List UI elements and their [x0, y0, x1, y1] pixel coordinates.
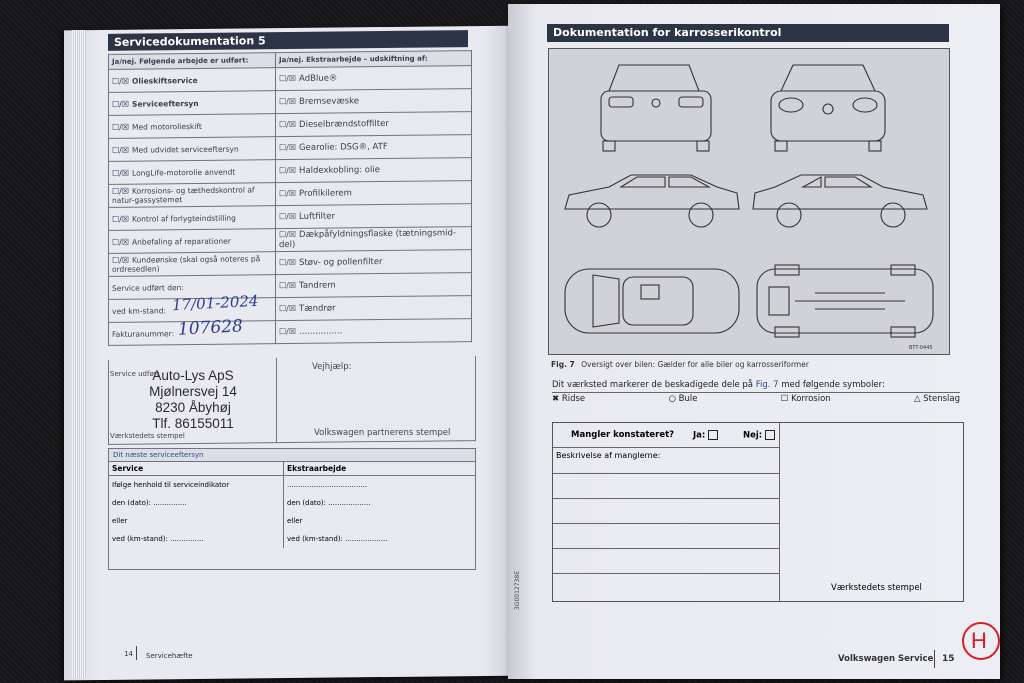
right-footer-brand: Volkswagen Service [838, 654, 934, 664]
logo-h-glyph: H [971, 628, 987, 653]
car-right-side-view [753, 175, 927, 227]
left-header-title: Servicedokumentation 5 [114, 34, 266, 49]
side-code: 3G0012738E [514, 571, 521, 610]
checkbox-icon[interactable]: ☐/☒ [112, 255, 130, 265]
extra-cell [276, 227, 472, 252]
extra-label: Luftfilter [299, 211, 335, 222]
next-extra-cell: ved (km-stand): ................... [287, 535, 388, 543]
checkbox-icon[interactable]: ☐/☒ [112, 186, 130, 196]
extra-label: Dieselbrændstoffilter [299, 118, 389, 130]
form-line [553, 523, 779, 524]
checkbox-icon[interactable]: ☐/☒ [279, 165, 297, 176]
next-service-header: Dit næste serviceeftersyn [109, 449, 475, 462]
form-header-row [553, 423, 780, 448]
right-footer-divider [934, 650, 935, 668]
nej-checkbox[interactable] [765, 430, 775, 440]
extra-label: Haldexkobling: olie [299, 165, 380, 176]
service-label: Fakturanummer: [112, 328, 175, 339]
checkbox-icon[interactable]: ☐/☒ [279, 303, 297, 314]
checkbox-icon[interactable]: ☐/☒ [279, 280, 297, 291]
car-rear-view [601, 65, 711, 151]
form-column-divider [779, 423, 780, 601]
service-cell [109, 252, 276, 277]
checkbox-icon[interactable]: ☐/☒ [279, 96, 297, 107]
left-footer-divider [136, 646, 137, 660]
service-label: Med motorolieskift [132, 121, 202, 132]
service-label: Service udført den: [112, 282, 184, 293]
extra-label: Tændrør [299, 303, 336, 314]
next-extra-cell: den (dato): ................... [287, 499, 371, 507]
checkbox-icon[interactable]: ☐/☒ [112, 145, 130, 155]
next-extra-cell: eller [287, 517, 303, 525]
figure-text: Oversigt over bilen: Gælder for alle biler og karrosseriformer [581, 360, 809, 369]
figure-code: BTT-0445 [909, 345, 933, 351]
service-cell [109, 114, 276, 139]
extra-label: AdBlue® [299, 73, 338, 84]
car-top-view [565, 269, 739, 333]
extra-cell [276, 319, 472, 344]
next-service-cell: Ifølge henhold til serviceindikator [109, 476, 284, 494]
instruction-divider [552, 392, 960, 393]
service-label: LongLife-motorolie anvendt [132, 167, 236, 178]
extra-cell [276, 250, 472, 275]
service-udfort-label: Service udført [110, 370, 160, 378]
checkbox-icon[interactable]: ☐/☒ [112, 214, 130, 224]
form-line [553, 473, 779, 474]
checkbox-icon[interactable]: ☐/☒ [279, 211, 297, 222]
ja-label: Ja: [693, 430, 718, 441]
left-footer-label: Servicehæfte [146, 652, 193, 660]
extra-cell [276, 112, 472, 137]
checkbox-icon[interactable]: ☐/☒ [279, 326, 297, 337]
checkbox-icon[interactable]: ☐/☒ [279, 119, 297, 130]
checkbox-icon[interactable]: ☐/☒ [279, 73, 297, 84]
nej-label: Nej: [743, 430, 775, 441]
service-label: Korrosions- og tæthedskontrol af natur-gassystemet [112, 185, 255, 205]
service-label: Anbefaling af reparationer [132, 236, 231, 247]
car-underbody-view [757, 265, 933, 337]
extra-cell [276, 296, 472, 321]
extra-label: Støv- og pollenfilter [299, 257, 383, 268]
mangler-label: Mangler konstateret? [571, 430, 675, 440]
symbol-korrosion: ☐ Korrosion [780, 394, 831, 404]
service-label: Kontrol af forlygteindstilling [132, 213, 236, 224]
symbol-instruction [552, 380, 885, 390]
page-edge-stack [72, 30, 86, 678]
service-cell [109, 206, 276, 231]
next-service-cell: ved (km-stand): ............... [109, 530, 284, 548]
next-service-row [109, 476, 475, 494]
handwritten-km: 107628 [177, 316, 244, 340]
col-header-service: Ja/nej. Følgende arbejde er udført: [109, 53, 276, 70]
extra-label: Tandrem [299, 280, 336, 291]
service-label: Med udvidet serviceeftersyn [132, 144, 239, 155]
extra-cell [276, 66, 472, 91]
extra-cell [276, 158, 472, 183]
next-extra-cell: .................................... [287, 481, 368, 489]
next-service-row [109, 494, 475, 512]
extra-label: Gearolie: DSG®, ATF [299, 141, 388, 153]
figure-label: Fig. 7 [551, 360, 575, 369]
service-cell [109, 91, 276, 116]
next-service-row [109, 530, 475, 548]
form-line [553, 498, 779, 499]
next-service-cell: eller [109, 512, 284, 530]
checkbox-icon[interactable]: ☐/☒ [279, 257, 297, 268]
extra-cell [276, 273, 472, 298]
extra-label: Bremsevæske [299, 96, 360, 107]
symbol-legend [552, 394, 960, 404]
extra-cell [276, 181, 472, 206]
service-cell [109, 183, 276, 208]
service-label: ved km-stand: [112, 305, 167, 316]
instruction-text-a: Dit værksted markerer de beskadigede dele på [552, 380, 753, 390]
stamp-box-divider [276, 358, 277, 442]
right-header-bar [547, 24, 949, 42]
car-diagram [548, 48, 950, 355]
car-left-side-view [565, 175, 739, 227]
form-line [553, 548, 779, 549]
symbol-ridse: ✖ Ridse [552, 394, 586, 404]
car-front-view [771, 65, 885, 151]
beskrivelse-label: Beskrivelse af manglerne: [556, 451, 661, 460]
checkbox-icon[interactable]: ☐/☒ [112, 237, 130, 247]
symbol-stenslag: △ Stenslag [914, 394, 960, 404]
stamp-line: Auto-Lys ApS [152, 368, 234, 383]
next-col-service: Service [109, 462, 284, 475]
stamp-box-border [108, 356, 476, 445]
checkbox-icon[interactable]: ☐/☒ [112, 76, 130, 86]
stamp-line: 8230 Åbyhøj [155, 400, 231, 415]
next-service-box [108, 448, 476, 570]
service-cell [109, 68, 276, 93]
service-label: Serviceeftersyn [132, 98, 199, 109]
service-cell [109, 160, 276, 185]
right-header-title: Dokumentation for karrosserikontrol [553, 26, 782, 39]
checkbox-icon[interactable]: ☐/☒ [279, 142, 297, 153]
extra-cell [276, 135, 472, 160]
stamp-line: Tlf. 86155011 [152, 416, 234, 431]
extra-label: Dækpåfyldningsflaske (tætningsmid-del) [279, 228, 456, 251]
checkbox-icon[interactable]: ☐/☒ [112, 122, 130, 132]
checkbox-icon[interactable]: ☐/☒ [279, 229, 297, 240]
checkbox-icon[interactable]: ☐/☒ [279, 188, 297, 199]
next-service-cell: den (dato): ............... [109, 494, 284, 512]
vejhjaelp-label: Vejhjælp: [312, 362, 352, 372]
col-header-extra: Ja/nej. Ekstraarbejde – udskiftning af: [276, 51, 472, 68]
extra-label: ................ [299, 326, 343, 337]
service-label: Olieskiftservice [132, 75, 198, 86]
form-line [553, 573, 779, 574]
extra-cell [276, 89, 472, 114]
service-label: Kundeønske (skal også noteres på ordresedlen) [112, 254, 261, 274]
service-table [108, 50, 472, 346]
handwritten-date: 17/01-2024 [171, 291, 259, 315]
extra-cell [276, 204, 472, 229]
ja-checkbox[interactable] [708, 430, 718, 440]
checkbox-icon[interactable]: ☐/☒ [112, 99, 130, 109]
left-page-number: 14 [124, 650, 133, 658]
stempel-label: Værkstedets stempel [831, 583, 922, 593]
right-page-number: 15 [942, 654, 955, 664]
symbol-bule: ○ Bule [668, 394, 698, 404]
extra-label: Profilkilerem [299, 188, 352, 199]
service-row [109, 319, 472, 346]
vaerkstedets-stempel-label: Værkstedets stempel [110, 432, 185, 440]
figure-caption [551, 360, 809, 369]
checkbox-icon[interactable]: ☐/☒ [112, 168, 130, 178]
next-service-row [109, 512, 475, 530]
stamp-line: Mjølnersvej 14 [149, 384, 237, 399]
partner-stamp-label: Volkswagen partnerens stempel [314, 428, 451, 438]
instruction-text-b: med følgende symboler: [781, 380, 885, 390]
instruction-link: Fig. 7 [755, 380, 779, 390]
defects-form [552, 422, 964, 602]
service-cell [109, 229, 276, 254]
service-cell [109, 137, 276, 162]
next-col-extra: Ekstraarbejde [287, 464, 347, 473]
